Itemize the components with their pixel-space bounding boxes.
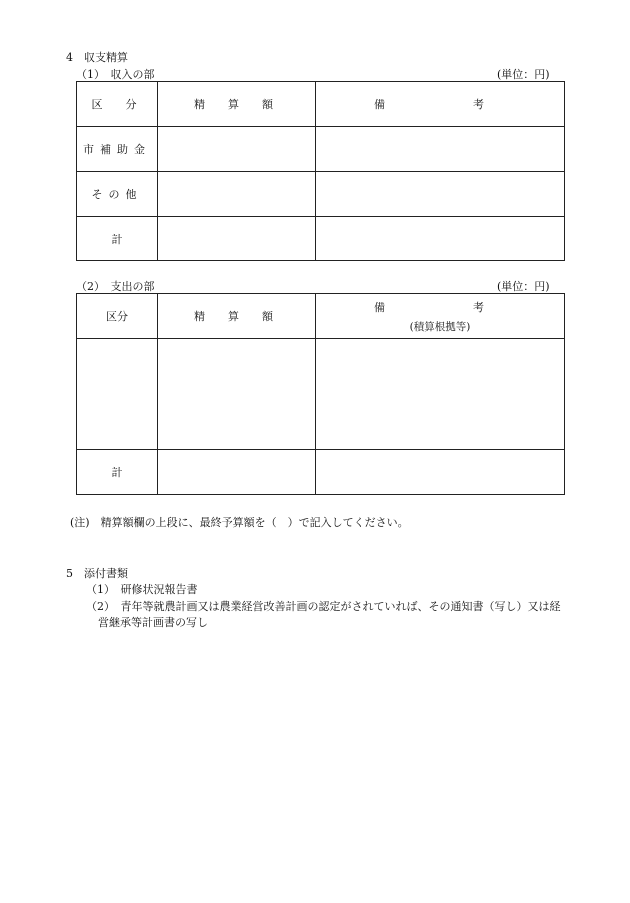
expense-total-remarks	[316, 450, 565, 495]
income-header-amount: 精 算 額	[158, 82, 316, 127]
expense-header-remarks	[316, 294, 565, 339]
income-row-label: その他	[77, 172, 158, 217]
section-5-heading: 5 添付書類	[66, 567, 128, 580]
table-row	[77, 172, 565, 217]
income-row-amount	[158, 172, 316, 217]
income-total-label: 計	[77, 217, 158, 261]
section-4-heading: 4 収支精算	[66, 51, 128, 64]
expense-total-label: 計	[77, 450, 158, 495]
table-row	[77, 127, 565, 172]
income-header-category: 区 分	[77, 82, 158, 127]
expense-header-category: 区分	[77, 294, 158, 339]
expense-header-amount: 精 算 額	[158, 294, 316, 339]
expense-header-row	[77, 294, 565, 339]
expense-header-remarks-main: 備 考	[374, 300, 506, 314]
income-total-remarks	[316, 217, 565, 261]
attachment-item-1: （1） 研修状況報告書	[86, 583, 198, 596]
income-row-remarks	[316, 172, 565, 217]
expense-header-remarks-sub: (積算根拠等)	[409, 320, 471, 333]
expense-table	[76, 293, 565, 495]
income-row-remarks	[316, 127, 565, 172]
income-header-remarks: 備 考	[316, 82, 565, 127]
income-row-amount	[158, 127, 316, 172]
table-row	[77, 450, 565, 495]
expense-total-amount	[158, 450, 316, 495]
income-header-row	[77, 82, 565, 127]
expense-row-label	[77, 339, 158, 450]
income-table	[76, 81, 565, 261]
attachment-item-2-continued: 営継承等計画書の写し	[98, 616, 208, 629]
income-unit-label: (単位：円)	[497, 68, 550, 81]
income-section-title: （1） 収入の部	[76, 68, 155, 81]
expense-unit-label: (単位：円)	[497, 280, 550, 293]
income-total-amount	[158, 217, 316, 261]
note-text: (注) 精算額欄の上段に、最終予算額を（ ）で記入してください。	[70, 516, 409, 529]
expense-row-remarks	[316, 339, 565, 450]
table-row	[77, 339, 565, 450]
expense-section-title: （2） 支出の部	[76, 280, 155, 293]
income-row-label: 市補助金	[77, 127, 158, 172]
expense-row-amount	[158, 339, 316, 450]
attachment-item-2: （2） 青年等就農計画又は農業経営改善計画の認定がされていれば、その通知書（写し）又は経	[86, 600, 561, 613]
table-row	[77, 217, 565, 261]
